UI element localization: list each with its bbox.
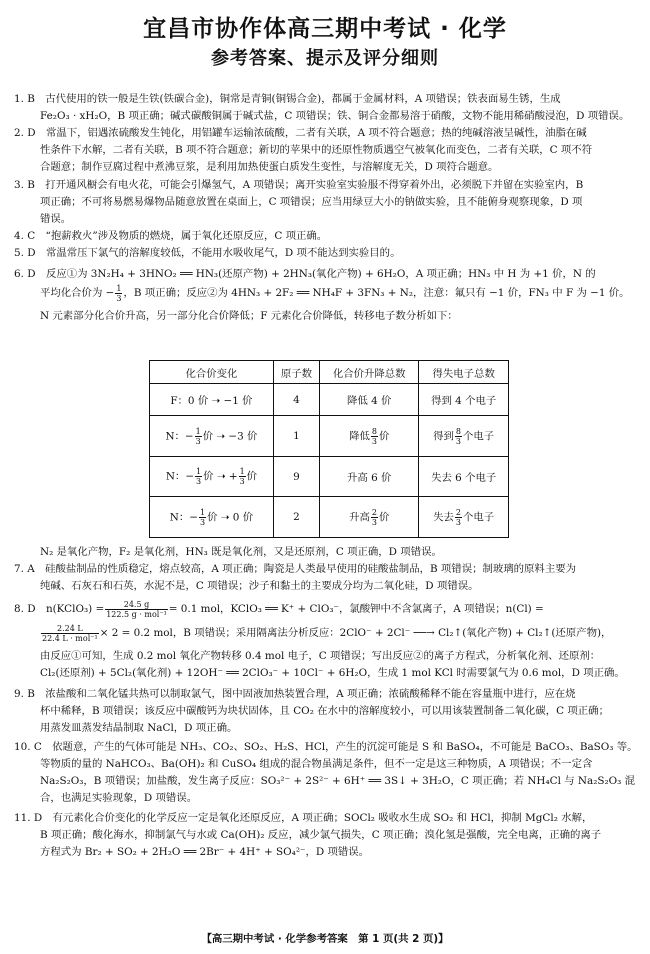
answer-10-line-3: Na₂S₂O₃，B 项错误；加盐酸，发生离子反应：SO₃²⁻ + 2S²⁻ + 6H⁺ ══ 3S↓ + 3H₂O，C 项正确；若 NH₄Cl 与 Na₂S₂O₃ 混 <box>40 775 636 787</box>
table-header-cell: 化合价变化 <box>150 361 274 384</box>
answer-3-line-2: 项正确；不可将易燃易爆物品随意放置在桌面上，C 项错误；应当用绿豆大小的钠做实验，且不能俯身观察现象，D 项 <box>40 196 583 208</box>
fraction-numerator: 2 <box>455 507 462 517</box>
electron-transfer-text: 得到 4 个电子 <box>431 395 497 408</box>
answer-7-line-2: 纯碱、石灰石和石英，水泥不是，C 项错误；沙子和黏土的主要成分均为二氧化硅，D 项错误。 <box>40 580 479 592</box>
valence-shift-cell <box>320 384 419 416</box>
electron-transfer-text: 失去 6 个电子 <box>431 472 497 485</box>
answer-2-line-1: 2. D 常温下，铝遇浓硫酸发生钝化，用铝罐车运输浓硫酸，二者有关联，A 项不符合题意；热的纯碱溶液呈碱性，油脂在碱 <box>14 127 587 139</box>
electron-transfer-table <box>149 360 509 538</box>
answer-6-line-2-start: 平均化合价为 − <box>40 287 115 299</box>
answer-8-line-2 <box>40 622 638 646</box>
atom-count-cell: 4 <box>273 384 319 416</box>
answer-6-line-1: 6. D 反应①为 3N₂H₄ + 3HNO₂ ══ HN₃(还原产物) + 2HN₃(氧化产物) + 6H₂O，A 项正确；HN₃ 中 H 为 +1 价，N 的 <box>14 268 596 280</box>
valence-shift-text: 价 <box>378 511 390 524</box>
valence-shift-text: 降低 <box>349 430 370 443</box>
answer-1-line-1: 1. B 古代使用的铁一般是生铁(铁碳合金)，铜常是青铜(铜锡合金)，都属于金属材料，A 项错误；铁表面易生锈，生成 <box>14 93 561 105</box>
answer-8-line-1-end: = 0.1 mol，KClO₃ ══ K⁺ + ClO₃⁻，氯酸钾中不含氯离子，A 项错误；n(Cl) = <box>168 603 544 615</box>
table-row <box>150 497 509 538</box>
valence-change-text: N：− <box>165 470 195 483</box>
atom-count-cell: 1 <box>273 416 319 457</box>
fraction-numerator: 2.24 L <box>41 624 99 634</box>
electron-transfer-text: 个电子 <box>463 430 495 443</box>
valence-shift-cell <box>320 416 419 457</box>
answer-11-line-2: B 项正确；酸化海水，抑制氯气与水或 Ca(OH)₂ 反应，减少氯气损失，C 项正确；溴化氢是强酸，完全电离，正确的离子 <box>40 829 602 841</box>
answer-10-line-4: 合，也满足实验现象，D 项错误。 <box>40 792 198 804</box>
fraction-denominator: 122.5 g · mol⁻¹ <box>106 609 167 619</box>
valence-change-text: 价 ➝ 0 价 <box>207 511 254 524</box>
page-title: 宜昌市协作体高三期中考试 · 化学 <box>143 16 507 42</box>
kclo3-moles-fraction <box>105 600 168 619</box>
answer-3-line-1: 3. B 打开通风橱会有电火花，可能会引爆氢气，A 项错误；离开实验室实验服不得穿着外出，必须脱下并留在实验室内，B <box>14 179 584 191</box>
valence-change-text: 价 ➝ −3 价 <box>202 430 258 443</box>
fraction-denominator: 3 <box>371 517 377 527</box>
valence-shift-text: 降低 4 价 <box>347 395 392 408</box>
answer-10-line-1: 10. C 依题意，产生的气体可能是 NH₃、CO₂、SO₂、H₂S、HCl，产生的沉淀可能是 S 和 BaSO₄，不可能是 BaCO₃、BaSO₃ 等。 <box>14 741 638 753</box>
table-fraction <box>455 427 462 446</box>
fraction-denominator: 22.4 L · mol⁻¹ <box>42 633 98 643</box>
atom-count-cell: 9 <box>273 456 319 497</box>
fraction-numerator: 8 <box>455 426 462 436</box>
answer-2-line-3: 合题意；制作豆腐过程中煮沸豆浆，是利用加热使蛋白质发生变性，与溶解度无关，D 项符合题意。 <box>40 161 499 173</box>
fraction-denominator: 3 <box>196 477 202 487</box>
answer-1-line-2: Fe₂O₃ · xH₂O，B 项正确；碱式碳酸铜属于碱式盐，C 项错误；铁、铜合金都易溶于硝酸，文物不能用稀硝酸浸泡，D 项错误。 <box>40 110 630 122</box>
answer-8-line-4: Cl₂(还原剂) + 5Cl₂(氧化剂) + 12OH⁻ ══ 2ClO₃⁻ + 10Cl⁻ + 6H₂O，生成 1 mol KCl 时需要氯气为 0.6 mol，D 项正确。 <box>40 667 625 679</box>
valence-change-text: N：− <box>165 430 194 443</box>
answer-9-line-3: 用蒸发皿蒸发结晶制取 NaCl，D 项正确。 <box>40 722 238 734</box>
electron-transfer-cell <box>419 456 509 497</box>
valence-shift-cell <box>320 497 419 538</box>
average-valence-fraction <box>115 284 122 303</box>
table-fraction <box>371 508 378 527</box>
electron-transfer-cell <box>419 384 509 416</box>
table-fraction <box>195 427 202 446</box>
fraction-denominator: 3 <box>116 293 122 303</box>
table-fraction <box>455 508 462 527</box>
fraction-denominator: 3 <box>371 436 377 446</box>
answer-5-line: 5. D 常温常压下氯气的溶解度较低，不能用水吸收尾气，D 项不能达到实验目的。 <box>14 247 401 259</box>
fraction-denominator: 3 <box>199 517 206 527</box>
answer-3-line-3: 错误。 <box>40 213 72 225</box>
page-footer: 【高三期中考试 · 化学参考答案 第 1 页(共 2 页)】 <box>201 933 449 945</box>
electron-transfer-text: 个电子 <box>463 511 495 524</box>
answer-2-line-2: 性条件下水解，二者有关联，B 项不符合题意；新切的苹果中的还原性物质遇空气被氧化而变色，二者有关联，C 项不符 <box>40 144 593 156</box>
answer-6-line-3: N 元素部分化合价升高，另一部分化合价降低；F 元素化合价降低，转移电子数分析如下： <box>40 310 458 322</box>
electron-transfer-text: 得到 <box>433 430 454 443</box>
fraction-numerator: 1 <box>195 426 201 436</box>
valence-change-text: N：− <box>169 511 198 524</box>
answer-8-line-1-start: 8. D n(KClO₃) = <box>14 603 105 615</box>
answer-9-line-1: 9. B 浓盐酸和二氧化锰共热可以制取氯气，图中固液加热装置合理，A 项正确；浓硫酸稀释不能在容量瓶中进行，应在烧 <box>14 688 576 700</box>
table-fraction <box>371 427 378 446</box>
table-fraction <box>239 467 246 486</box>
fraction-numerator: 1 <box>196 467 202 477</box>
answer-6-line-2-end: ，B 项正确；反应②为 4HN₃ + 2F₂ ══ NH₄F + 3FN₃ + N₂，注意：氟只有 −1 价，FN₃ 中 F 为 −1 价。 <box>123 287 630 299</box>
answer-7-line-1: 7. A 硅酸盐制品的性质稳定，熔点较高，A 项正确；陶瓷是人类最早使用的硅酸盐制品，B 项错误；制玻璃的原料主要为 <box>14 563 576 575</box>
valence-change-cell <box>150 456 274 497</box>
answer-6-line-2 <box>40 282 638 306</box>
fraction-denominator: 3 <box>239 477 245 487</box>
table-fraction <box>199 508 206 527</box>
atom-count-cell: 2 <box>273 497 319 538</box>
fraction-denominator: 3 <box>195 436 201 446</box>
table-fraction <box>195 467 202 486</box>
answer-6-line-4: N₂ 是氧化产物，F₂ 是氧化剂，HN₃ 既是氧化剂，又是还原剂，C 项正确，D 项错误。 <box>40 546 442 558</box>
valence-change-text: 价 ➝ + <box>203 470 238 483</box>
table-row <box>150 384 509 416</box>
answer-8-line-1 <box>14 598 638 622</box>
answer-4-line: 4. C “抱薪救火”涉及物质的燃烧，属于氧化还原反应，C 项正确。 <box>14 230 328 242</box>
table-header-cell: 化合价升降总数 <box>320 361 419 384</box>
valence-shift-cell <box>320 456 419 497</box>
answer-8-line-2-end: × 2 = 0.2 mol，B 项错误；采用隔离法分析反应：2ClO⁻ + 2Cl⁻ ──→ Cl₂↑(氧化产物) + Cl₂↑(还原产物)， <box>99 627 612 639</box>
table-header-row <box>150 361 509 384</box>
table-header-cell: 得失电子总数 <box>419 361 509 384</box>
answer-11-line-3: 方程式为 Br₂ + SO₂ + 2H₂O ══ 2Br⁻ + 4H⁺ + SO₄²⁻，D 项错误。 <box>40 846 370 858</box>
valence-change-cell <box>150 384 274 416</box>
answer-9-line-2: 杯中稀释，B 项错误；该反应中碳酸钙为块状固体，且 CO₂ 在水中的溶解度较小，可以用该装置制备二氧化碳，C 项正确； <box>40 705 609 717</box>
answer-11-line-1: 11. D 有元素化合价变化的化学反应一定是氧化还原反应，A 项正确；SOCl₂ 吸收水生成 SO₂ 和 HCl，抑制 MgCl₂ 水解， <box>14 812 593 824</box>
table-header-cell: 原子数 <box>273 361 319 384</box>
fraction-numerator: 1 <box>199 507 206 517</box>
valence-shift-text: 升高 <box>349 511 370 524</box>
table-body <box>150 384 509 538</box>
fraction-denominator: 3 <box>455 517 462 527</box>
valence-change-cell <box>150 416 274 457</box>
valence-shift-text: 价 <box>378 430 390 443</box>
valence-shift-text: 升高 6 价 <box>347 472 392 485</box>
electron-transfer-cell <box>419 497 509 538</box>
fraction-denominator: 3 <box>455 436 462 446</box>
answer-8-line-3: 由反应①可知，生成 0.2 mol 氧化产物转移 0.4 mol 电子，C 项错误；写出反应②的离子方程式，分析氧化剂、还原剂： <box>40 650 601 662</box>
table-row <box>150 416 509 457</box>
fraction-numerator: 1 <box>116 283 122 293</box>
valence-change-text: F：0 价 ➝ −1 价 <box>170 395 253 408</box>
page-subtitle: 参考答案、提示及评分细则 <box>211 48 439 69</box>
fraction-numerator: 8 <box>371 426 377 436</box>
answer-10-line-2: 等物质的量的 NaHCO₃、Ba(OH)₂ 和 CuSO₄ 组成的混合物虽满足条件，但不一定是这三种物质，A 项错误；不一定含 <box>40 758 593 770</box>
chlorine-moles-fraction <box>41 624 99 643</box>
valence-change-cell <box>150 497 274 538</box>
fraction-numerator: 1 <box>239 467 245 477</box>
valence-change-text: 价 <box>246 470 258 483</box>
fraction-numerator: 2 <box>371 507 377 517</box>
fraction-numerator: 24.5 g <box>105 600 168 610</box>
table-row <box>150 456 509 497</box>
electron-transfer-text: 失去 <box>433 511 454 524</box>
electron-transfer-cell <box>419 416 509 457</box>
